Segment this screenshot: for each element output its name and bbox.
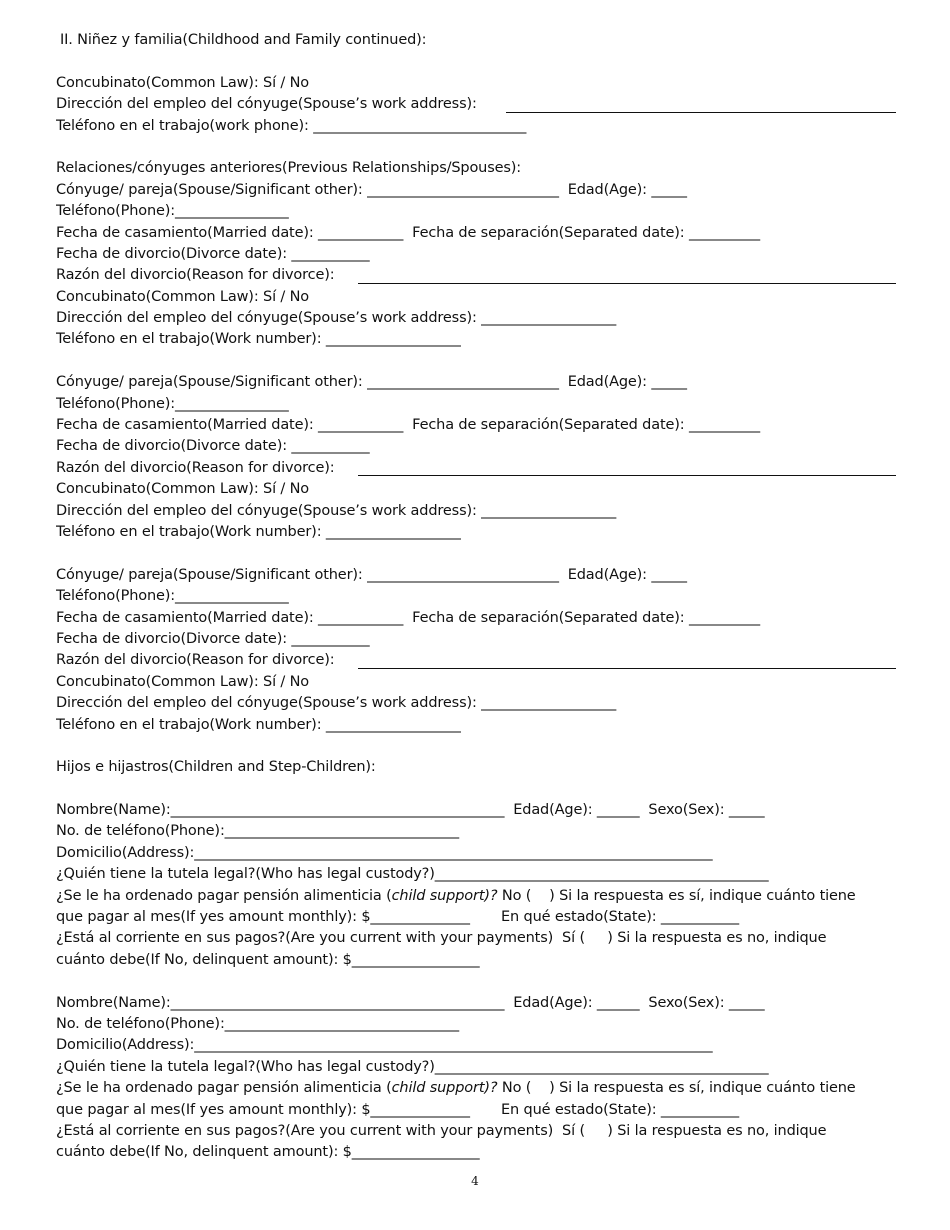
child-support-question[interactable] <box>56 886 896 907</box>
legal-custody-field[interactable]: ¿Quién tiene la tutela legal?(Who has legal custody?)_______________________________________________ <box>56 1058 769 1075</box>
spouse-work-address-field[interactable]: Dirección del empleo del cónyuge(Spouse’s work address): ___________________ <box>56 695 617 712</box>
spacer <box>56 971 896 992</box>
previous-relationships-heading: Relaciones/cónyuges anteriores(Previous Relationships/Spouses): <box>56 160 522 177</box>
phone-field[interactable]: Teléfono(Phone):________________ <box>56 203 289 220</box>
form-page <box>56 30 896 1164</box>
child-address-field[interactable]: Domicilio(Address):_________________________________________________________________________ <box>56 1037 713 1054</box>
phone-field[interactable]: Teléfono(Phone):________________ <box>56 588 289 605</box>
child-support-italic: child support)? <box>391 1080 498 1097</box>
spouse-work-address-field[interactable]: Dirección del empleo del cónyuge(Spouse’s work address): ___________________ <box>56 310 617 327</box>
child-phone-field[interactable]: No. de teléfono(Phone):_________________________________ <box>56 823 459 840</box>
spacer <box>56 351 896 372</box>
spouse-work-address-field[interactable] <box>56 94 896 115</box>
child-support-text-a: ¿Se le ha ordenado pagar pensión alimenticia ( <box>56 1080 392 1097</box>
child-address-field[interactable]: Domicilio(Address):_________________________________________________________________________ <box>56 844 713 861</box>
common-law-field[interactable]: Concubinato(Common Law): Sí / No <box>56 673 310 690</box>
previous-spouse-block-1 <box>56 180 896 351</box>
children-heading: Hijos e hijastros(Children and Step-Children): <box>56 759 376 776</box>
spouse-field[interactable]: Cónyuge/ pareja(Spouse/Significant other): ___________________________ Edad(Age): _____ <box>56 566 687 583</box>
divorce-reason-line[interactable] <box>358 668 896 669</box>
child-support-text-b: No ( ) Si la respuesta es sí, indique cuánto tiene <box>497 1080 856 1097</box>
dates-field[interactable]: Fecha de casamiento(Married date): ____________ Fecha de separación(Separated date): __________ <box>56 609 760 626</box>
divorce-reason-field[interactable] <box>56 458 896 479</box>
divorce-reason-field[interactable] <box>56 265 896 286</box>
spouse-work-address-field[interactable]: Dirección del empleo del cónyuge(Spouse’s work address): ___________________ <box>56 502 617 519</box>
dates-field[interactable]: Fecha de casamiento(Married date): ____________ Fecha de separación(Separated date): __________ <box>56 224 760 241</box>
common-law-field[interactable]: Concubinato(Common Law): Sí / No <box>56 288 310 305</box>
legal-custody-field[interactable]: ¿Quién tiene la tutela legal?(Who has legal custody?)_______________________________________________ <box>56 866 769 883</box>
page-number: 4 <box>471 1174 479 1188</box>
current-payments-question[interactable]: ¿Está al corriente en sus pagos?(Are you current with your payments) Sí ( ) Si la respuesta es no, indique <box>56 1122 827 1139</box>
child-block-1 <box>56 800 896 971</box>
previous-spouse-block-3 <box>56 565 896 736</box>
spacer <box>56 736 896 757</box>
divorce-reason-label: Razón del divorcio(Reason for divorce): <box>56 267 335 284</box>
divorce-reason-field[interactable] <box>56 650 896 671</box>
child-support-italic: child support)? <box>391 887 498 904</box>
child-name-field[interactable]: Nombre(Name):_______________________________________________ Edad(Age): ______ Sexo(Sex): _____ <box>56 802 765 819</box>
spacer <box>56 543 896 564</box>
child-support-text-a: ¿Se le ha ordenado pagar pensión alimenticia ( <box>56 887 392 904</box>
spouse-work-address-label: Dirección del empleo del cónyuge(Spouse’s work address): <box>56 96 482 113</box>
spouse-work-address-line[interactable] <box>506 112 896 113</box>
phone-field[interactable]: Teléfono(Phone):________________ <box>56 395 289 412</box>
current-payments-question[interactable]: ¿Está al corriente en sus pagos?(Are you current with your payments) Sí ( ) Si la respuesta es no, indique <box>56 930 827 947</box>
child-block-2 <box>56 993 896 1164</box>
divorce-reason-label: Razón del divorcio(Reason for divorce): <box>56 652 335 669</box>
child-support-question[interactable] <box>56 1078 896 1099</box>
common-law-field[interactable]: Concubinato(Common Law): Sí / No <box>56 74 310 91</box>
common-law-field[interactable]: Concubinato(Common Law): Sí / No <box>56 481 310 498</box>
spacer <box>56 51 896 72</box>
spacer <box>56 137 896 158</box>
divorce-date-field[interactable]: Fecha de divorcio(Divorce date): ___________ <box>56 630 370 647</box>
child-name-field[interactable]: Nombre(Name):_______________________________________________ Edad(Age): ______ Sexo(Sex): _____ <box>56 994 765 1011</box>
delinquent-amount-field[interactable]: cuánto debe(If No, delinquent amount): $__________________ <box>56 1144 480 1161</box>
previous-spouse-block-2 <box>56 372 896 543</box>
work-number-field[interactable]: Teléfono en el trabajo(Work number): ___________________ <box>56 331 461 348</box>
monthly-amount-field[interactable]: que pagar al mes(If yes amount monthly): $______________ En qué estado(State): ___________ <box>56 909 740 926</box>
work-number-field[interactable]: Teléfono en el trabajo(Work number): ___________________ <box>56 523 461 540</box>
divorce-reason-label: Razón del divorcio(Reason for divorce): <box>56 459 335 476</box>
divorce-date-field[interactable]: Fecha de divorcio(Divorce date): ___________ <box>56 245 370 262</box>
monthly-amount-field[interactable]: que pagar al mes(If yes amount monthly): $______________ En qué estado(State): ___________ <box>56 1101 740 1118</box>
dates-field[interactable]: Fecha de casamiento(Married date): ____________ Fecha de separación(Separated date): __________ <box>56 417 760 434</box>
child-phone-field[interactable]: No. de teléfono(Phone):_________________________________ <box>56 1015 459 1032</box>
spouse-field[interactable]: Cónyuge/ pareja(Spouse/Significant other): ___________________________ Edad(Age): _____ <box>56 374 687 391</box>
delinquent-amount-field[interactable]: cuánto debe(If No, delinquent amount): $__________________ <box>56 951 480 968</box>
child-support-text-b: No ( ) Si la respuesta es sí, indique cuánto tiene <box>497 887 856 904</box>
divorce-date-field[interactable]: Fecha de divorcio(Divorce date): ___________ <box>56 438 370 455</box>
divorce-reason-line[interactable] <box>358 283 896 284</box>
work-phone-field[interactable]: Teléfono en el trabajo(work phone): ______________________________ <box>56 117 527 134</box>
spouse-field[interactable]: Cónyuge/ pareja(Spouse/Significant other): ___________________________ Edad(Age): _____ <box>56 181 687 198</box>
spacer <box>56 779 896 800</box>
work-number-field[interactable]: Teléfono en el trabajo(Work number): ___________________ <box>56 716 461 733</box>
section-title: II. Niñez y familia(Childhood and Family continued): <box>60 32 427 48</box>
divorce-reason-line[interactable] <box>358 475 896 476</box>
